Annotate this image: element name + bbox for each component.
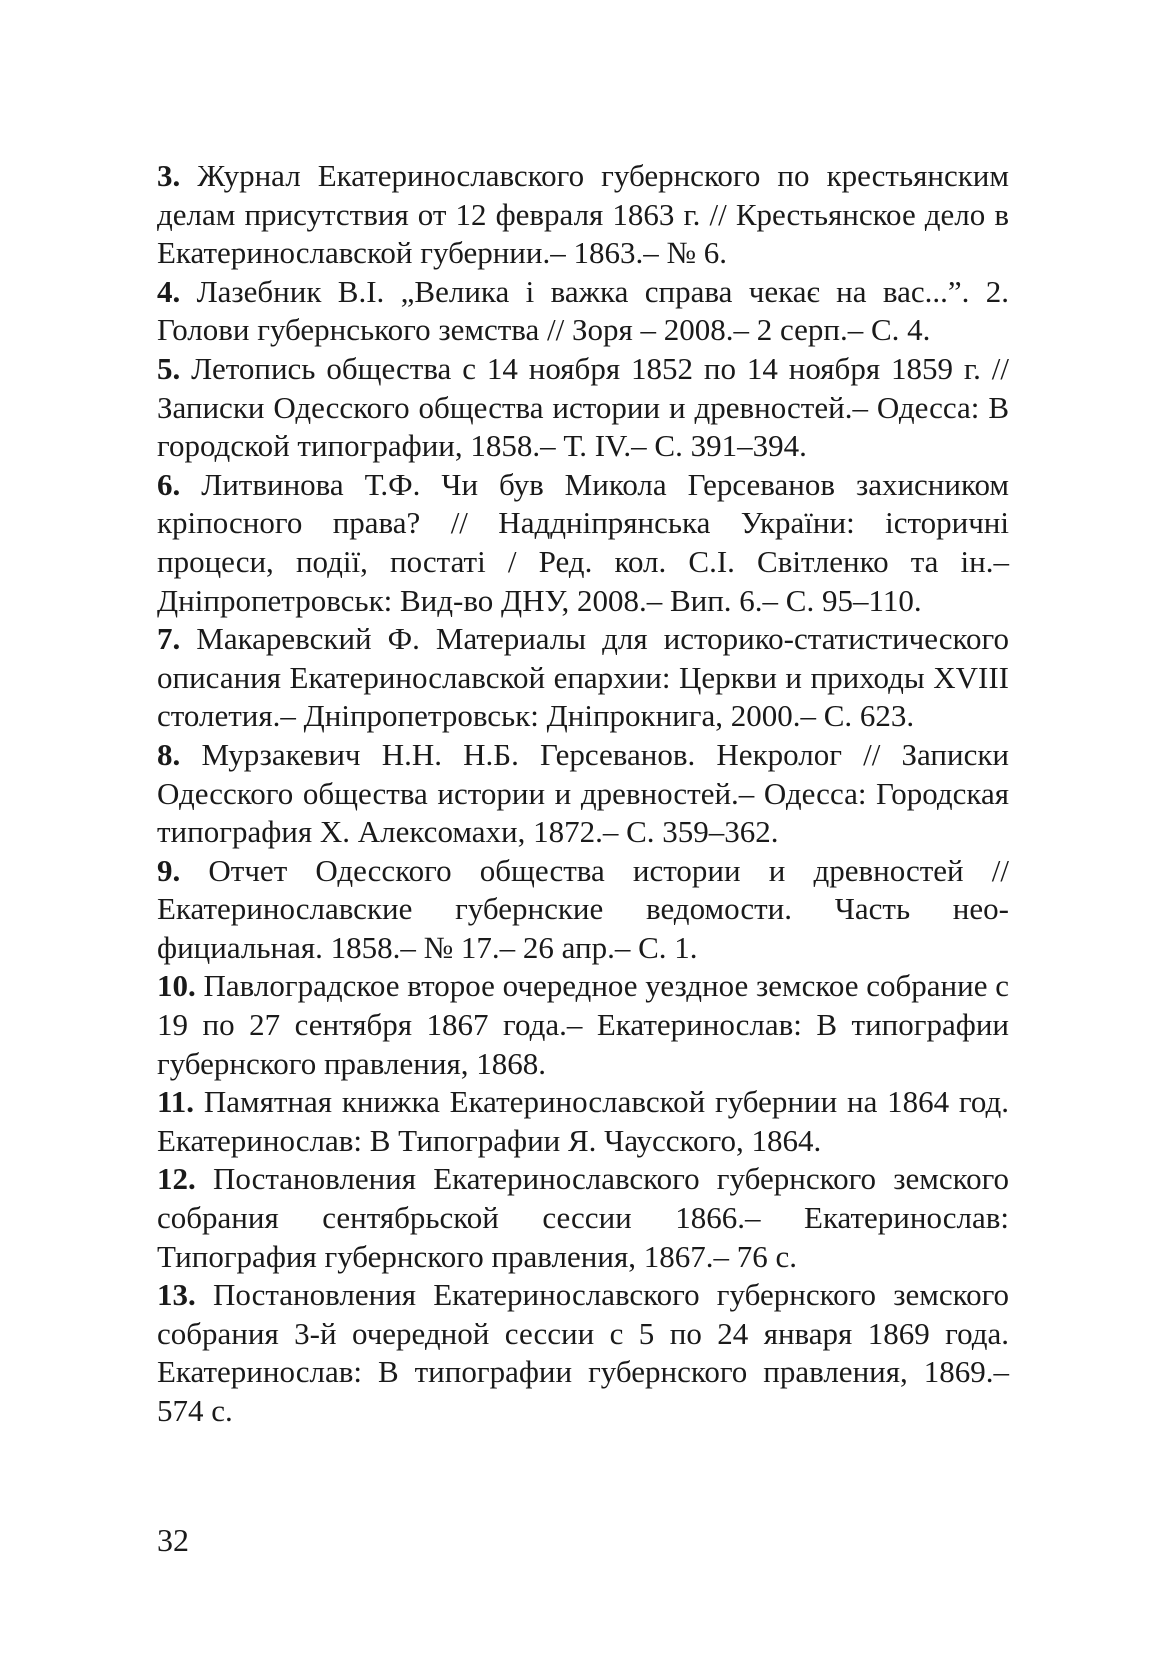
reference-number: 13. <box>157 1277 196 1313</box>
reference-text: Макаревский Ф. Материалы для историко-статистического описания Екатеринославской епархии: Церкви и приходы XVIII столетия.– Дніпропетровськ: Дніпрокнига, 2000.– С. 623. <box>157 621 1009 734</box>
reference-item <box>157 852 1009 968</box>
reference-text: Лазебник В.І. „Велика і важка справа чекає на вас...”. 2. Голови губернського земства // Зоря – 2008.– 2 серп.– С. 4. <box>157 273 1009 348</box>
reference-item <box>157 967 1009 1083</box>
reference-text: Летопись общества с 14 ноября 1852 по 14 ноября 1859 г. // Записки Одесского общества истории и древностей.– Одесса: В городской типографии, 1858.– Т. IV.– С. 391–394. <box>157 350 1009 464</box>
reference-item <box>157 273 1009 350</box>
reference-text: Постановления Екатеринославского губернского земского собрания 3-й очередной сессии с 5 по 24 января 1869 года. Екатеринослав: В типографии губернского правления, 1869.– 574 с. <box>157 1277 1010 1428</box>
bibliography-list <box>157 157 1009 1431</box>
reference-item <box>157 466 1009 620</box>
reference-number: 11. <box>157 1084 195 1120</box>
reference-text: Журнал Екатеринославского губернского по крестьянским делам присутствия от 12 февраля 1863 г. // Крестьянское дело в Екатеринославской губернии.– 1863.– № 6. <box>157 158 1009 271</box>
reference-number: 6. <box>157 466 181 502</box>
reference-text: Павлоградское второе очередное уездное земское собрание с 19 по 27 сентября 1867 года.– Екатеринослав: В типографии губернского правления, 1868. <box>157 968 1009 1081</box>
reference-number: 4. <box>157 273 181 309</box>
reference-number: 12. <box>157 1161 196 1197</box>
reference-text: Памятная книжка Екатеринославской губернии на 1864 год. Екатеринослав: В Типографии Я. Чаусского, 1864. <box>157 1084 1009 1158</box>
reference-number: 7. <box>157 621 181 657</box>
reference-item <box>157 350 1009 466</box>
reference-item <box>157 157 1009 273</box>
reference-text: Постановления Екатеринославского губернского земского собрания сентябрьской сессии 1866.– Екатеринослав: Типография губернского правления, 1867.– 76 с. <box>157 1161 1010 1274</box>
reference-number: 5. <box>157 350 181 386</box>
reference-text: Литвинова Т.Ф. Чи був Микола Герсеванов захисником кріпосного права? // Наддніпрянська України: історичні процеси, події, постаті / Ред. кол. С.І. Світленко та ін.– Дніпропетровськ: Вид-во ДНУ, 2008.– Вип. 6.– С. 95–110. <box>157 466 1009 618</box>
reference-number: 9. <box>157 852 181 888</box>
reference-item <box>157 1160 1009 1276</box>
reference-text: Мурзакевич Н.Н. Н.Б. Герсеванов. Некролог // Записки Одесского общества истории и древностей.– Одесса: Городская типография Х. Алексомахи, 1872.– С. 359–362. <box>157 736 1009 850</box>
reference-item <box>157 1276 1009 1430</box>
reference-text: Отчет Одесского общества истории и древностей // Екатеринославские губернские ведомости. Часть неофициальная. 1858.– № 17.– 26 апр.– С. 1. <box>157 852 1010 965</box>
reference-number: 10. <box>157 968 196 1004</box>
reference-number: 8. <box>157 736 181 772</box>
reference-number: 3. <box>157 158 181 193</box>
reference-item <box>157 1083 1009 1160</box>
page-number: 32 <box>157 1522 189 1558</box>
reference-item <box>157 620 1009 736</box>
reference-item <box>157 736 1009 852</box>
